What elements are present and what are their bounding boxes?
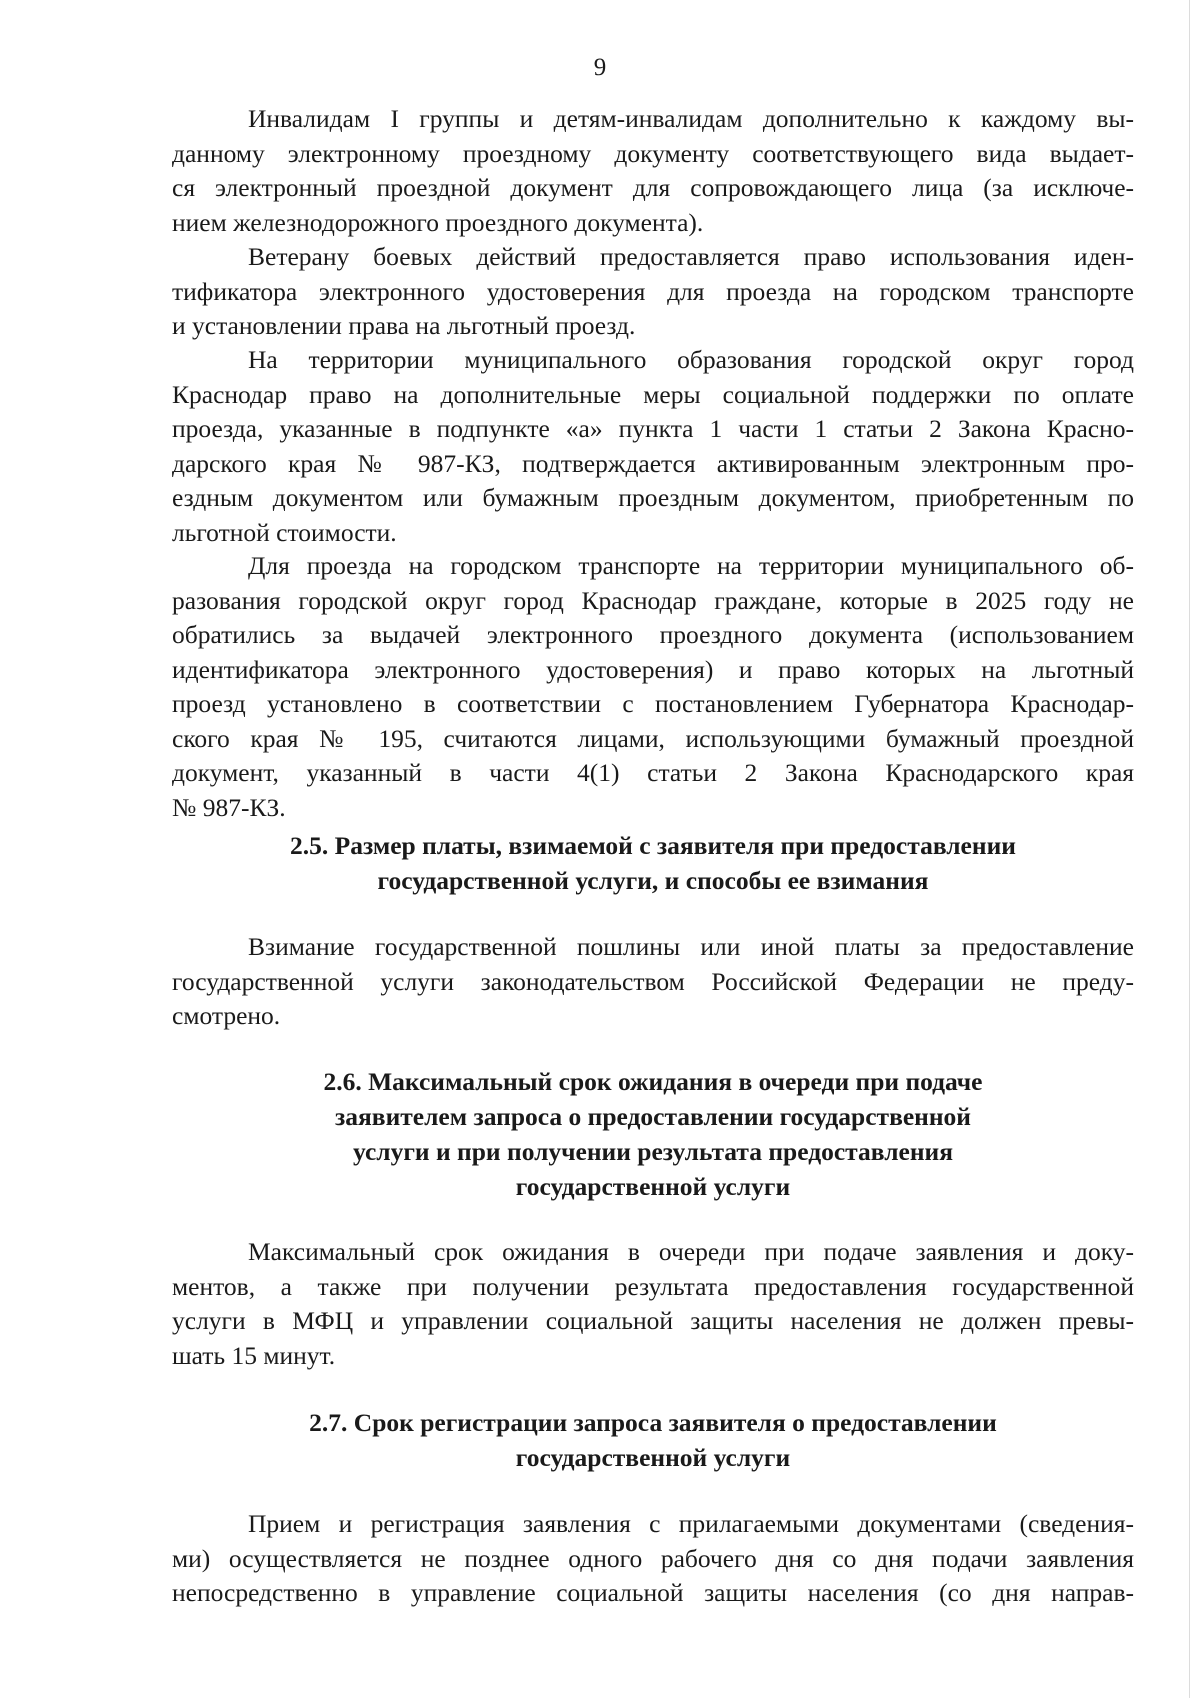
text-line: нием железнодорожного проездного документа). xyxy=(172,207,704,237)
heading-line: 2.6. Максимальный срок ожидания в очереди при подаче xyxy=(323,1067,983,1096)
text-line: Для проезда на городском транспорте на территории муниципального об- xyxy=(248,551,1134,580)
text-line: обратились за выдачей электронного проездного документа (использованием xyxy=(172,620,1134,649)
text-line: дарского края № 987-КЗ, подтверждается активированным электронным про- xyxy=(172,448,1134,478)
text-line: Инвалидам I группы и детям-инвалидам дополнительно к каждому вы- xyxy=(248,104,1134,133)
heading-line: государственной услуги, и способы ее взимания xyxy=(377,866,929,895)
text-line: проезда, указанные в подпункте «а» пункта 1 части 1 статьи 2 Закона Красно- xyxy=(172,414,1134,443)
text-line: тификатора электронного удостоверения для проезда на городском транспорте xyxy=(172,276,1134,306)
text-line: смотрено. xyxy=(172,1001,281,1030)
text-line: ми) осуществляется не позднее одного рабочего дня со дня подачи заявления xyxy=(172,1543,1134,1573)
text-line: шать 15 минут. xyxy=(172,1340,336,1370)
paragraph-disabled-persons xyxy=(172,102,1134,240)
page-number: 9 xyxy=(593,54,607,81)
section-body-2-7 xyxy=(172,1507,1134,1611)
text-line: ся электронный проездной документ для сопровождающего лица (за исключе- xyxy=(172,173,1134,202)
text-line: и установлении права на льготный проезд. xyxy=(172,311,636,340)
text-line: документ, указанный в части 4(1) статьи 2 Закона Краснодарского края xyxy=(172,758,1134,787)
text-line: № 987-КЗ. xyxy=(172,792,286,822)
text-line: льготной стоимости. xyxy=(172,517,397,547)
heading-line: 2.7. Срок регистрации запроса заявителя о предоставлении xyxy=(309,1408,997,1437)
text-line: данному электронному проездному документу соответствующего вида выдает- xyxy=(172,138,1134,168)
text-line: Максимальный срок ожидания в очереди при подаче заявления и доку- xyxy=(248,1237,1134,1266)
section-heading-2-7 xyxy=(172,1405,1134,1475)
section-body-2-6 xyxy=(172,1235,1134,1373)
section-heading-2-5 xyxy=(172,828,1134,898)
scan-edge-line xyxy=(1189,0,1190,1698)
text-line: Прием и регистрация заявления с прилагаемыми документами (сведения- xyxy=(248,1509,1134,1538)
heading-line: государственной услуги xyxy=(515,1443,791,1472)
paragraph-city-transport xyxy=(172,549,1134,825)
text-line: государственной услуги законодательством Российской Федерации не преду- xyxy=(172,966,1134,996)
heading-line: услуги и при получении результата предоставления xyxy=(353,1137,953,1166)
heading-line: 2.5. Размер платы, взимаемой с заявителя при предоставлении xyxy=(290,831,1016,860)
text-line: ского края № 195, считаются лицами, использующими бумажный проездной xyxy=(172,723,1134,753)
text-line: проезд установлено в соответствии с постановлением Губернатора Краснодар- xyxy=(172,689,1134,718)
heading-line: заявителем запроса о предоставлении государственной xyxy=(335,1102,971,1131)
heading-line: государственной услуги xyxy=(515,1172,791,1201)
paragraph-krasnodar-territory xyxy=(172,343,1134,550)
section-heading-2-6 xyxy=(172,1064,1134,1204)
text-line: разования городской округ город Краснодар граждане, которые в 2025 году не xyxy=(172,585,1134,615)
text-line: Ветерану боевых действий предоставляется право использования иден- xyxy=(248,242,1134,271)
paragraph-combat-veteran xyxy=(172,240,1134,344)
text-line: непосредственно в управление социальной защиты населения (со дня направ- xyxy=(172,1578,1134,1607)
text-line: Взимание государственной пошлины или иной платы за предоставление xyxy=(248,932,1134,961)
section-body-2-5 xyxy=(172,930,1134,1034)
text-line: идентификатора электронного удостоверения) и право которых на льготный xyxy=(172,654,1134,684)
text-line: На территории муниципального образования городской округ город xyxy=(248,345,1134,374)
text-line: услуги в МФЦ и управлении социальной защиты населения не должен превы- xyxy=(172,1306,1134,1335)
text-line: ментов, а также при получении результата предоставления государственной xyxy=(172,1271,1134,1301)
text-line: Краснодар право на дополнительные меры социальной поддержки по оплате xyxy=(172,379,1134,409)
text-line: ездным документом или бумажным проездным документом, приобретенным по xyxy=(172,483,1134,512)
